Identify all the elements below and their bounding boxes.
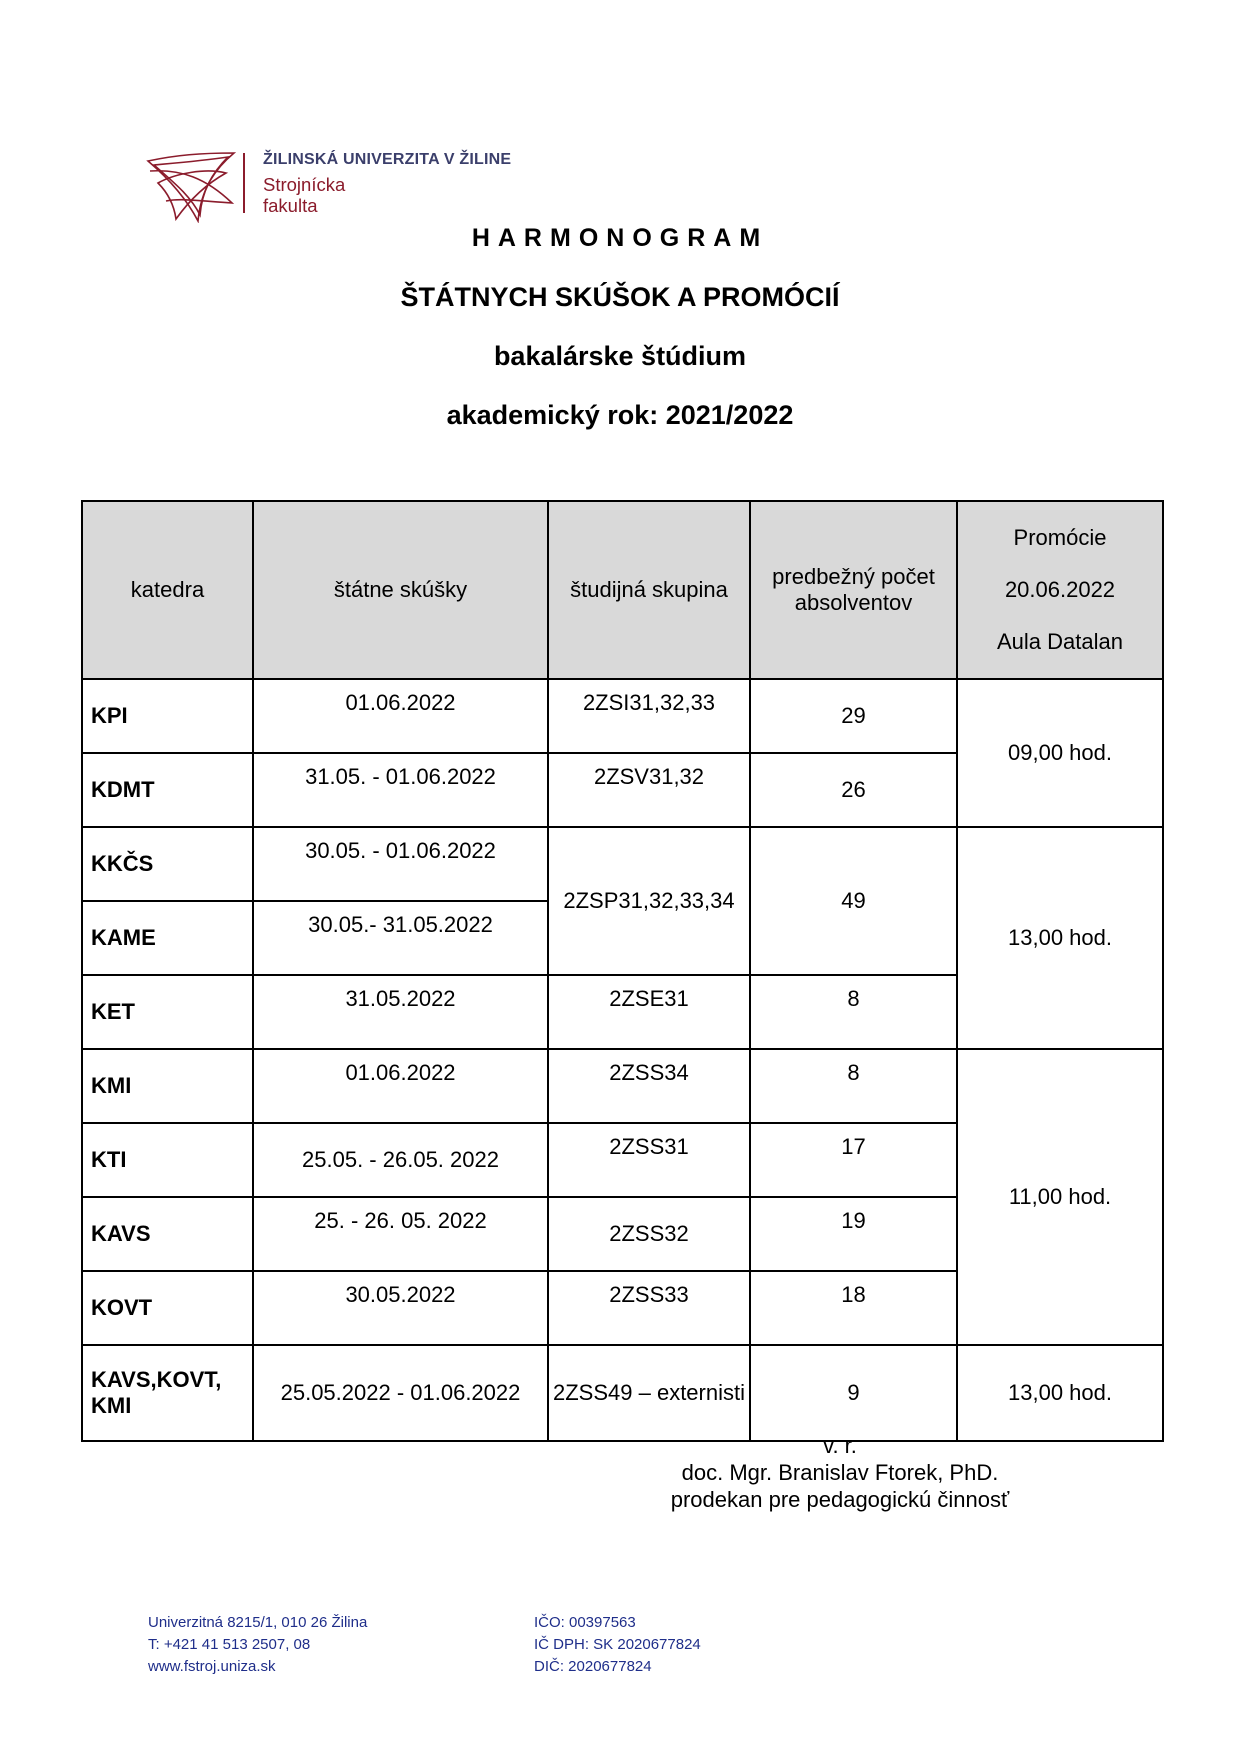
promocie-place: Aula Datalan xyxy=(997,629,1123,654)
logo-mark-icon xyxy=(146,143,236,223)
cell-count: 18 xyxy=(750,1271,957,1345)
cell-group: 2ZSI31,32,33 xyxy=(548,679,750,753)
cell-katedra: KAME xyxy=(82,901,253,975)
cell-date: 25. - 26. 05. 2022 xyxy=(253,1197,548,1271)
cell-katedra: KAVS,KOVT, KMI xyxy=(82,1345,253,1441)
footer-ic-dph: IČ DPH: SK 2020677824 xyxy=(534,1636,701,1653)
cell-promo-time: 09,00 hod. xyxy=(957,679,1163,827)
cell-group: 2ZSP31,32,33,34 xyxy=(548,827,750,975)
cell-date: 31.05. - 01.06.2022 xyxy=(253,753,548,827)
cell-date: 30.05.2022 xyxy=(253,1271,548,1345)
header-study-group: študijná skupina xyxy=(548,501,750,679)
cell-group: 2ZSE31 xyxy=(548,975,750,1049)
header-state-exams: štátne skúšky xyxy=(253,501,548,679)
cell-count: 49 xyxy=(750,827,957,975)
footer-web: www.fstroj.uniza.sk xyxy=(148,1658,276,1675)
table-row xyxy=(82,827,1163,901)
header-promocie xyxy=(957,501,1163,679)
signature-block xyxy=(640,1432,1040,1513)
cell-count: 26 xyxy=(750,753,957,827)
promocie-date: 20.06.2022 xyxy=(1004,577,1116,602)
table-row xyxy=(82,679,1163,753)
cell-date: 31.05.2022 xyxy=(253,975,548,1049)
cell-count: 17 xyxy=(750,1123,957,1197)
cell-katedra: KPI xyxy=(82,679,253,753)
promocie-title: Promócie xyxy=(1013,525,1107,550)
title-harmonogram: HARMONOGRAM xyxy=(471,224,769,252)
cell-date: 25.05.2022 - 01.06.2022 xyxy=(253,1345,548,1441)
signature-role: prodekan pre pedagogickú činnosť xyxy=(670,1487,1010,1512)
table-row xyxy=(82,1345,1163,1441)
cell-count: 8 xyxy=(750,1049,957,1123)
footer-dic: DIČ: 2020677824 xyxy=(534,1658,652,1675)
cell-count: 8 xyxy=(750,975,957,1049)
cell-katedra: KDMT xyxy=(82,753,253,827)
cell-katedra: KOVT xyxy=(82,1271,253,1345)
faculty-logo xyxy=(146,143,546,223)
cell-katedra: KTI xyxy=(82,1123,253,1197)
cell-date: 30.05. - 01.06.2022 xyxy=(253,827,548,901)
title-academic-year: akademický rok: 2021/2022 xyxy=(446,400,794,430)
footer-ico: IČO: 00397563 xyxy=(534,1614,636,1631)
cell-group: 2ZSS33 xyxy=(548,1271,750,1345)
cell-promo-time: 13,00 hod. xyxy=(957,1345,1163,1441)
cell-katedra: KKČS xyxy=(82,827,253,901)
signature-name: doc. Mgr. Branislav Ftorek, PhD. xyxy=(681,1460,999,1485)
cell-count: 19 xyxy=(750,1197,957,1271)
faculty-name xyxy=(263,174,345,216)
cell-promo-time: 13,00 hod. xyxy=(957,827,1163,1049)
cell-date: 01.06.2022 xyxy=(253,679,548,753)
university-name: ŽILINSKÁ UNIVERZITA V ŽILINE xyxy=(263,151,512,168)
faculty-name-line1: Strojnícka xyxy=(263,174,346,195)
cell-date: 30.05.- 31.05.2022 xyxy=(253,901,548,975)
cell-group: 2ZSS34 xyxy=(548,1049,750,1123)
header-graduate-count: predbežný počet absolventov xyxy=(750,501,957,679)
cell-group: 2ZSV31,32 xyxy=(548,753,750,827)
footer-contact xyxy=(148,1612,367,1678)
cell-group: 2ZSS32 xyxy=(548,1197,750,1271)
cell-katedra: KMI xyxy=(82,1049,253,1123)
faculty-name-line2: fakulta xyxy=(263,195,318,216)
footer-address: Univerzitná 8215/1, 010 26 Žilina xyxy=(148,1614,368,1631)
header-katedra: katedra xyxy=(82,501,253,679)
logo-divider xyxy=(243,153,245,213)
schedule-table xyxy=(81,500,1164,1442)
footer-ids xyxy=(534,1612,701,1678)
title-study-level: bakalárske štúdium xyxy=(493,341,747,371)
cell-group: 2ZSS49 – externisti xyxy=(548,1345,750,1441)
table-row xyxy=(82,1049,1163,1123)
cell-promo-time: 11,00 hod. xyxy=(957,1049,1163,1345)
cell-group: 2ZSS31 xyxy=(548,1123,750,1197)
table-header-row xyxy=(82,501,1163,679)
title-exams: ŠTÁTNYCH SKÚŠOK A PROMÓCIÍ xyxy=(400,282,840,312)
cell-count: 29 xyxy=(750,679,957,753)
cell-date: 01.06.2022 xyxy=(253,1049,548,1123)
cell-katedra: KET xyxy=(82,975,253,1049)
signature-vr: v. r. xyxy=(823,1433,857,1458)
cell-date: 25.05. - 26.05. 2022 xyxy=(253,1123,548,1197)
cell-katedra: KAVS xyxy=(82,1197,253,1271)
footer-phone: T: +421 41 513 2507, 08 xyxy=(148,1636,311,1653)
cell-count: 9 xyxy=(750,1345,957,1441)
